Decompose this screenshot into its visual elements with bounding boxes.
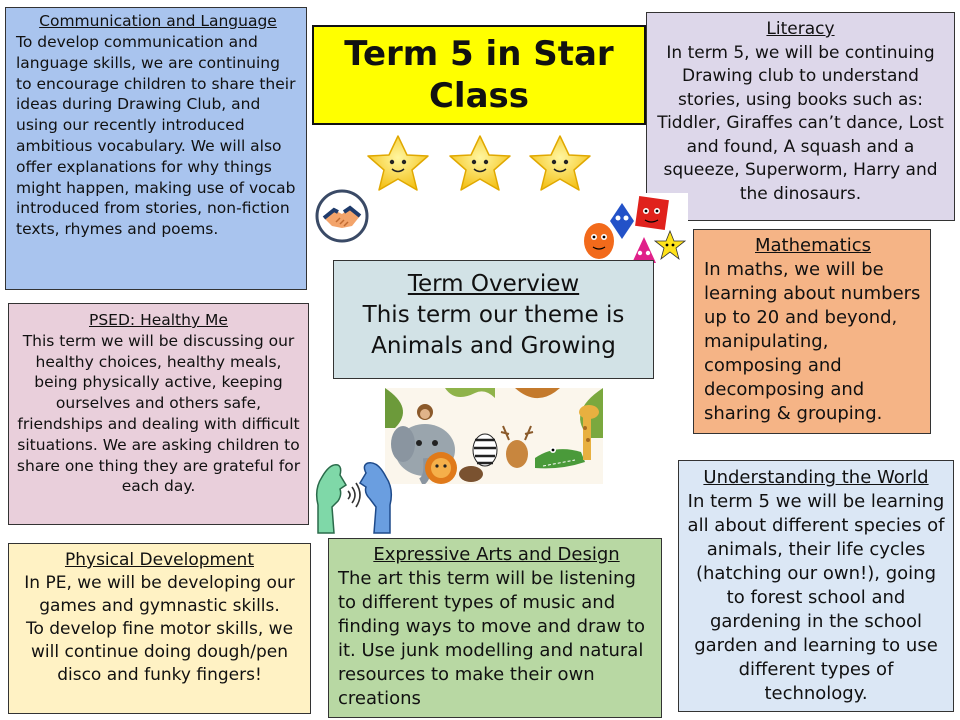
- term-overview-panel: [333, 260, 654, 379]
- literacy-text: In term 5, we will be continuing Drawing club to understand stories, using books such as: Tiddler, Giraffes can’t dance, Lost and found, A squash and a squeeze, Superworm, Harry and the dinosaurs.: [657, 42, 944, 204]
- overview-text: This term our theme is Animals and Growing: [362, 302, 625, 359]
- expressive-arts-panel: [328, 538, 662, 718]
- mathematics-heading: Mathematics: [755, 235, 871, 256]
- understanding-world-panel: [678, 460, 954, 712]
- star-1-icon: [368, 136, 428, 190]
- page-title-box: [312, 25, 646, 125]
- literacy-heading: Literacy: [766, 19, 835, 39]
- physical-heading: Physical Development: [64, 550, 254, 570]
- communication-text: To develop communication and language skills, we are continuing to encourage children to share their ideas during Drawing Club, and using our recently introduced ambitious vocabulary. We will also offer explanations for why things might happen, making use of vocab introduced from stories, non-fiction texts, rhymes and poems.: [16, 33, 296, 239]
- psed-panel: [8, 303, 309, 525]
- physical-development-panel: [8, 543, 311, 714]
- star-2-icon: [450, 136, 510, 190]
- overview-heading: Term Overview: [407, 271, 580, 297]
- smiling-star-icon: [360, 132, 600, 194]
- literacy-panel: [646, 12, 955, 221]
- zebra-icon: [473, 434, 497, 466]
- understanding-world-heading: Understanding the World: [703, 467, 929, 488]
- psed-text: This term we will be discussing our healthy choices, healthy meals, being physically active, keeping ourselves and others safe, friendships and dealing with difficult situations. We are asking children to share one thing they are grateful for each day.: [16, 331, 301, 496]
- communication-language-panel: [5, 7, 307, 290]
- hedgehog-icon: [459, 466, 483, 482]
- lion-icon: [425, 452, 457, 484]
- communication-heading: Communication and Language: [39, 12, 277, 30]
- page-title: Term 5 in Star Class: [344, 34, 614, 116]
- animal-group-illustration: [385, 388, 603, 484]
- shape-characters-icon: [582, 193, 688, 263]
- talking-heads-icon: [312, 455, 396, 535]
- expressive-arts-heading: Expressive Arts and Design: [373, 544, 620, 565]
- mathematics-panel: [693, 229, 931, 434]
- handshake-icon: [314, 188, 370, 244]
- mathematics-text: In maths, we will be learning about numbers up to 20 and beyond, manipulating, composing and decomposing and sharing & grouping.: [704, 259, 921, 424]
- expressive-arts-text: The art this term will be listening to different types of music and finding ways to move and draw to it. Use junk modelling and natural resources to make their own creations: [338, 568, 645, 709]
- physical-text: In PE, we will be developing our games and gymnastic skills. To develop fine motor skills, we will continue doing dough/pen disco and funky fingers!: [24, 573, 295, 685]
- understanding-world-text: In term 5 we will be learning all about different species of animals, their life cycles (hatching our own!), going to forest school and gardening in the school garden and learning to use different types of technology.: [687, 491, 945, 704]
- star-3-icon: [530, 136, 590, 190]
- psed-heading: PSED: Healthy Me: [89, 311, 228, 329]
- monkey-icon: [417, 404, 433, 420]
